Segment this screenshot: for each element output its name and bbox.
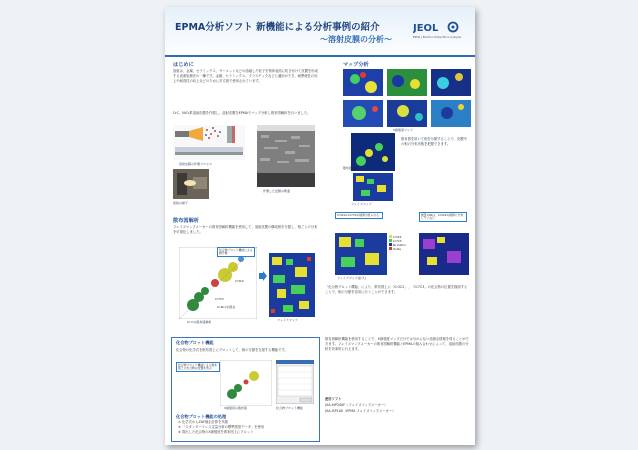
logo-tagline: EPMA | Electron Probe Micro Analyzer [413, 36, 462, 39]
spray-photo [173, 169, 209, 199]
jeol-logo [413, 19, 459, 35]
poster [165, 7, 475, 445]
phase-map-ni [419, 233, 469, 275]
cross-section-caption: 作製した皮膜の断面 [263, 189, 291, 193]
header-divider [165, 55, 475, 57]
compound-section [171, 337, 320, 442]
phase-map-top-caption: フェイズマップ [351, 202, 372, 206]
cluster-label [217, 247, 255, 257]
compound-scatter [220, 360, 272, 406]
compound-sub-heading: 化合物プロット機能の処理 [176, 414, 227, 419]
legend-item-1: Cr3C2 [389, 235, 415, 239]
poster-title: EPMA分析ソフト 新機能による分析事例の紹介 [175, 22, 380, 33]
compound-step-3: ③ 算出した化合物のX線強度を散布図上にプロット [178, 430, 254, 434]
intermediate-scatter [351, 133, 395, 171]
product-2: JXA-iSP100（EPMA フェイズマップメーカー） [325, 409, 396, 413]
phase-a-label: Cr3C2 [235, 279, 244, 283]
legend-item-2: Cr7C3 [389, 239, 415, 243]
phase-map-main [269, 253, 315, 317]
phase-b-label: Cr7C3 [215, 297, 224, 301]
compound-heading: 化合物プロット機能 [176, 340, 214, 345]
compound-step-1: ① 化学式からZAF補正計算を実施 [178, 420, 228, 424]
compound-body: 化合物の化学式を散布図上にプロットして、相の分類を支援する機能です。 [176, 348, 288, 352]
intro-heading: はじめに [173, 62, 194, 68]
phase-map-zoom [335, 233, 387, 275]
callout-boundary: Cr3C2+Cr7C3の境界が見られる [335, 212, 383, 219]
compound-window-caption: 化合物プロット機能 [276, 406, 303, 410]
compound-scatter-caption: X線強度の散布図 [224, 406, 248, 410]
legend-item-3: Ni matrix [389, 243, 415, 247]
map-heading: マップ分析 [343, 62, 369, 68]
phase-map-main-caption: フェイズマップ [277, 318, 298, 322]
cluster-label-line-1: 化合物プロット機能による [219, 247, 253, 252]
arrow-right-icon [259, 271, 267, 281]
compound-callout: 化合物プロット機能により散布図上に化合物の位置を表示 [176, 362, 220, 372]
scatter-axis-caption: Cr-Cの散布図解析 [187, 320, 212, 324]
logo-text: JEOL [413, 23, 439, 34]
xray-map-caption: X線強度マップ [393, 128, 413, 132]
callout-ni-distribution: 微量のNiは、Cr3C2の境界に分布していない [419, 212, 467, 222]
legend-item-4: Oxide [389, 247, 415, 251]
spray-photo-caption: 溶射の様子 [173, 201, 189, 205]
scatter-heading: 散布図解析 [173, 218, 199, 224]
process-caption: 溶射皮膜の作製プロセス [179, 162, 213, 166]
phase-map-zoom-caption: フェイズマップ(拡大) [337, 276, 366, 280]
phase-legend [389, 235, 415, 251]
phase-map-top [353, 173, 393, 201]
product-1: JXA-iHP200F（フェイズマップメーカー） [325, 403, 388, 407]
spray-process-diagram [173, 125, 245, 160]
xray-intensity-maps [343, 69, 471, 127]
map-note: 散布図を用いて相を分類することで、皮膜中の相の分布状態を把握できます。 [401, 137, 467, 146]
intro-body: 溶射は、金属、セラミックス、サーメットなどの溶融した粒子を物体表面に吹き付けて皮膜を形成する表面処理法の一種です。金属、セラミックス、プラスチックなどに適用ができ、耐摩耗性の向上や耐食性の向上などのために多方面で使用されています。 [173, 69, 318, 83]
compound-plot-window [276, 360, 314, 404]
summary-body: 散布図解析機能を使用することで、X線強度マップだけでは分からない詳細な情報を得ることができます。フェイズマップメーカーの散布図解析機能とEPMAの組み合わせによって、溶射皮膜の分析を効率的に行えます。 [325, 337, 469, 351]
scatter-label: 散布図作成 [343, 166, 357, 170]
scatter-right-text: 「化合物プロット機能」により、散布図上に「Cr3C2」、「Cr7C3」の化合物の位置を描画することで、相の分類を容易に行うことができます。 [325, 285, 468, 294]
phase-c-label: Cr-Ni-Cが混在 [217, 305, 236, 309]
poster-subtitle: 〜溶射皮膜の分析〜 [320, 35, 392, 44]
products-label: 使用ソフト [325, 397, 342, 401]
intro-body-2: CrC、NiCr系溶射皮膜を作製し、溶射皮膜をEPMAでマップ分析し散布図解析を行いました。 [173, 111, 311, 115]
scatter-body: フェイズマップメーカーの散布図解析機能を使用して、溶射皮膜の構成相を分類し、相ごとの分布を可視化しました。 [173, 225, 318, 234]
cross-section-image [257, 125, 315, 187]
cluster-label-line-2: 相分類 [219, 251, 228, 256]
compound-step-2: ② 「スタンダードレス定量分析の標準感度データ」を使用 [178, 425, 265, 429]
